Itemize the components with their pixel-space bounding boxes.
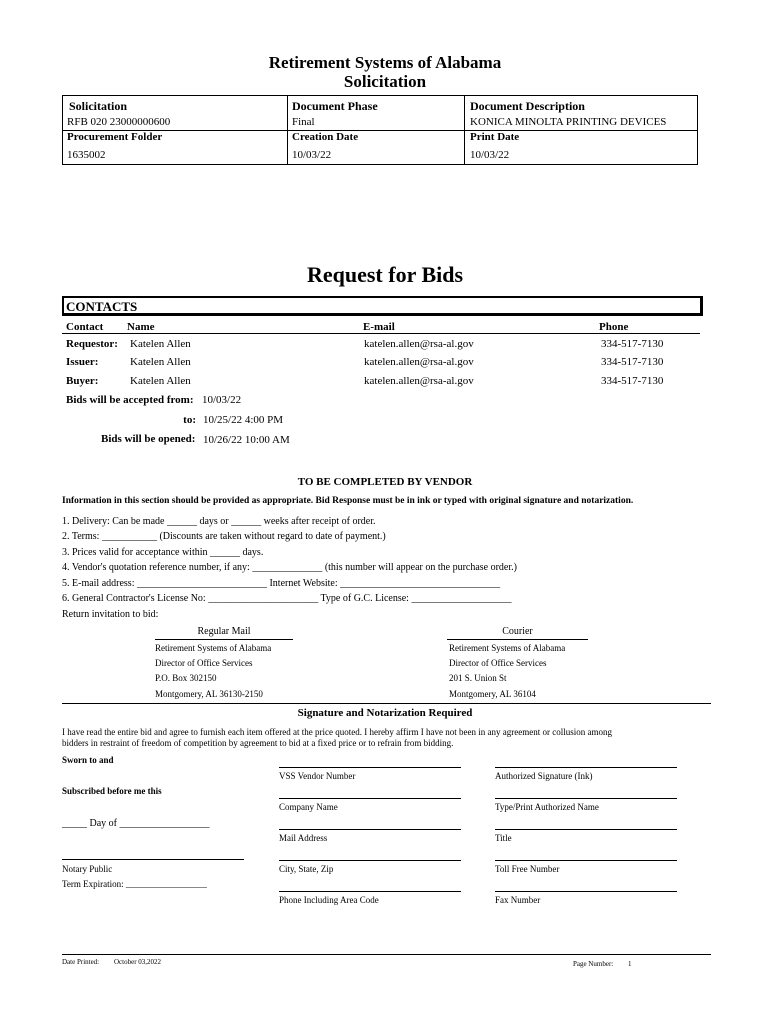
authorized-signature-field: Authorized Signature (Ink): [495, 771, 593, 781]
bids-to-label: to:: [183, 414, 196, 426]
bids-to-value: 10/25/22 4:00 PM: [203, 414, 284, 426]
contacts-section: [62, 296, 703, 316]
col-email: E-mail: [363, 321, 395, 333]
regular-mail-line: Director of Office Services: [155, 658, 253, 668]
procurement-folder-value: 1635002: [67, 149, 106, 161]
vendor-item: 1. Delivery: Can be made ______ days or ______ weeks after receipt of order.: [62, 516, 376, 527]
company-name-field: Company Name: [279, 802, 338, 812]
return-label: Return invitation to bid:: [62, 609, 159, 620]
courier-heading: Courier: [502, 626, 533, 637]
city-state-zip-field: City, State, Zip: [279, 864, 334, 874]
contacts-divider: [62, 333, 700, 334]
col-name: Name: [127, 321, 155, 333]
courier-line: Montgomery, AL 36104: [449, 689, 536, 699]
title-field: Title: [495, 833, 512, 843]
regular-mail-line: Montgomery, AL 36130-2150: [155, 689, 263, 699]
vendor-item: 5. E-mail address: __________________________ Internet Website: ________________________________: [62, 578, 501, 589]
bids-opened-value: 10/26/22 10:00 AM: [203, 434, 290, 446]
doc-type-title: Solicitation: [343, 72, 427, 91]
print-date-label: Print Date: [470, 131, 520, 143]
vendor-instruction: Information in this section should be provided as appropriate. Bid Response must be in ink or typed with original signature and notarization.: [62, 496, 634, 506]
affirm-text: I have read the entire bid and agree to furnish each item offered at the price quoted. I hereby affirm I have not been in any agreement or collusion among: [62, 727, 612, 737]
org-title: Retirement Systems of Alabama: [268, 53, 502, 72]
contact-role: Issuer:: [66, 356, 99, 368]
courier-line: Director of Office Services: [449, 658, 547, 668]
regular-mail-line: P.O. Box 302150: [155, 673, 217, 683]
authorized-name-field: Type/Print Authorized Name: [495, 802, 599, 812]
bids-from-value: 10/03/22: [202, 394, 242, 406]
contact-email: katelen.allen@rsa-al.gov: [364, 338, 474, 350]
col-contact: Contact: [66, 321, 104, 333]
courier-line: 201 S. Union St: [449, 673, 507, 683]
mail-address-field: Mail Address: [279, 833, 328, 843]
toll-free-field: Toll Free Number: [495, 864, 560, 874]
page-number-value: 1: [628, 960, 632, 968]
header-table: [62, 95, 698, 165]
contact-name: Katelen Allen: [130, 375, 191, 387]
contact-role: Buyer:: [66, 375, 99, 387]
bids-from-label: Bids will be accepted from:: [66, 394, 194, 406]
document-description-value: KONICA MINOLTA PRINTING DEVICES: [470, 116, 667, 128]
solicitation-value: RFB 020 23000000600: [67, 116, 171, 128]
document-phase-label: Document Phase: [292, 99, 378, 113]
contact-phone: 334-517-7130: [601, 375, 664, 387]
vendor-item: 3. Prices valid for acceptance within ______ days.: [62, 547, 264, 558]
courier-line: Retirement Systems of Alabama: [449, 643, 566, 653]
bids-opened-label: Bids will be opened:: [101, 433, 196, 445]
regular-mail-heading: Regular Mail: [197, 626, 251, 637]
date-printed-value: October 03,2022: [114, 958, 162, 966]
vendor-heading: TO BE COMPLETED BY VENDOR: [297, 476, 473, 488]
contact-name: Katelen Allen: [130, 356, 191, 368]
document-description-label: Document Description: [470, 99, 585, 113]
day-of-line: _____ Day of __________________: [62, 818, 210, 829]
contact-phone: 334-517-7130: [601, 338, 664, 350]
signature-heading: Signature and Notarization Required: [297, 707, 473, 719]
contact-role: Requestor:: [66, 338, 118, 350]
contacts-label: CONTACTS: [66, 299, 138, 314]
sworn-label: Sworn to and: [62, 755, 114, 765]
contact-email: katelen.allen@rsa-al.gov: [364, 375, 474, 387]
contact-name: Katelen Allen: [130, 338, 191, 350]
contact-email: katelen.allen@rsa-al.gov: [364, 356, 474, 368]
affirm-text: bidders in restraint of freedom of competition by agreement to bid at a fixed price or to refrain from bidding.: [62, 738, 454, 748]
vss-vendor-number-field: VSS Vendor Number: [279, 771, 356, 781]
vendor-item: 2. Terms: ___________ (Discounts are taken without regard to date of payment.): [62, 531, 386, 542]
print-date-value: 10/03/22: [470, 149, 510, 161]
vendor-item: 6. General Contractor's License No: ______________________ Type of G.C. License: ____________________: [62, 593, 512, 604]
col-phone: Phone: [599, 321, 629, 333]
page-title: Request for Bids: [306, 262, 464, 287]
creation-date-label: Creation Date: [292, 131, 359, 143]
vendor-item: 4. Vendor's quotation reference number, if any: ______________ (this number will appear on the purchase order.): [62, 562, 517, 573]
regular-mail-line: Retirement Systems of Alabama: [155, 643, 272, 653]
creation-date-value: 10/03/22: [292, 149, 332, 161]
document-phase-value: Final: [292, 116, 315, 128]
contact-phone: 334-517-7130: [601, 356, 664, 368]
term-expiration: Term Expiration: __________________: [62, 879, 207, 889]
notary-label: Notary Public: [62, 864, 113, 874]
fax-number-field: Fax Number: [495, 895, 541, 905]
subscribed-label: Subscribed before me this: [62, 786, 162, 796]
date-printed-label: Date Printed:: [62, 958, 100, 966]
phone-field: Phone Including Area Code: [279, 895, 379, 905]
procurement-folder-label: Procurement Folder: [67, 131, 163, 143]
solicitation-label: Solicitation: [69, 99, 128, 113]
page-number-label: Page Number:: [573, 960, 614, 968]
